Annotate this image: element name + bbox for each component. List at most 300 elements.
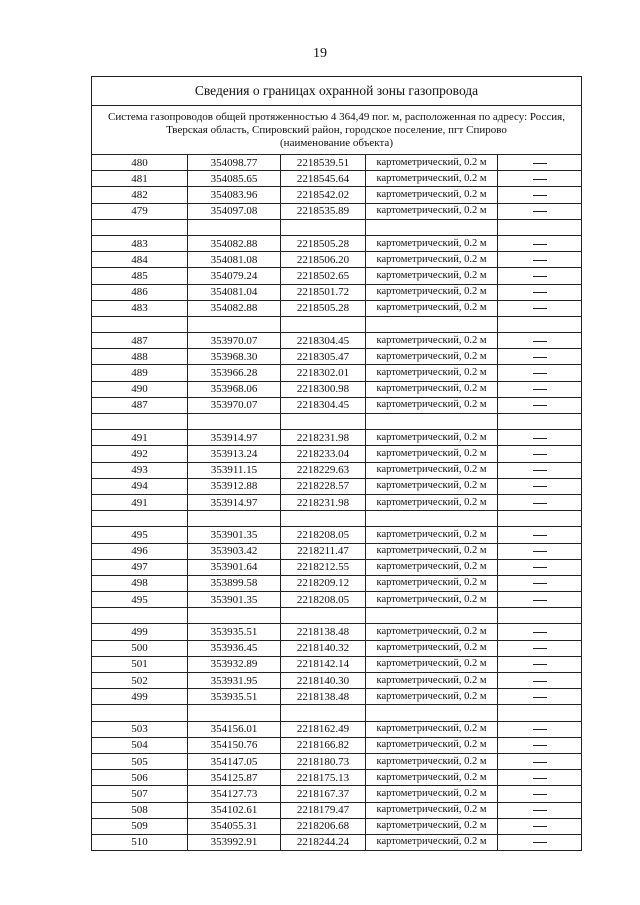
method-cell: картометрический, 0.2 м bbox=[366, 543, 498, 559]
point-number-cell: 510 bbox=[92, 834, 188, 850]
empty-cell bbox=[281, 705, 366, 721]
table-row bbox=[92, 252, 581, 268]
table-row bbox=[92, 235, 581, 251]
method-cell: картометрический, 0.2 м bbox=[366, 235, 498, 251]
deviation-cell bbox=[498, 365, 582, 381]
dash-mark bbox=[533, 292, 547, 293]
coord-x-cell: 353911.15 bbox=[188, 462, 281, 478]
dash-mark bbox=[533, 567, 547, 568]
point-number-cell: 483 bbox=[92, 235, 188, 251]
table-row bbox=[92, 624, 581, 640]
coord-y-cell: 2218208.05 bbox=[281, 527, 366, 543]
coord-x-cell: 353968.30 bbox=[188, 349, 281, 365]
point-number-cell: 491 bbox=[92, 494, 188, 510]
coord-y-cell: 2218162.49 bbox=[281, 721, 366, 737]
coord-y-cell: 2218208.05 bbox=[281, 592, 366, 608]
deviation-cell bbox=[498, 171, 582, 187]
table-row bbox=[92, 543, 581, 559]
table-title: Сведения о границах охранной зоны газопровода bbox=[92, 77, 581, 106]
deviation-cell bbox=[498, 592, 582, 608]
coord-x-cell: 353936.45 bbox=[188, 640, 281, 656]
method-cell: картометрический, 0.2 м bbox=[366, 575, 498, 591]
dash-mark bbox=[533, 454, 547, 455]
deviation-cell bbox=[498, 187, 582, 203]
point-number-cell: 504 bbox=[92, 737, 188, 753]
table-row bbox=[92, 786, 581, 802]
table-row bbox=[92, 721, 581, 737]
empty-cell bbox=[281, 316, 366, 332]
method-cell: картометрический, 0.2 м bbox=[366, 689, 498, 705]
coord-x-cell: 353901.35 bbox=[188, 527, 281, 543]
point-number-cell: 479 bbox=[92, 203, 188, 219]
table-row bbox=[92, 365, 581, 381]
method-cell: картометрический, 0.2 м bbox=[366, 527, 498, 543]
method-cell: картометрический, 0.2 м bbox=[366, 187, 498, 203]
deviation-cell bbox=[498, 478, 582, 494]
point-number-cell: 492 bbox=[92, 446, 188, 462]
coord-x-cell: 353903.42 bbox=[188, 543, 281, 559]
method-cell: картометрический, 0.2 м bbox=[366, 284, 498, 300]
coord-x-cell: 354081.08 bbox=[188, 252, 281, 268]
table-row bbox=[92, 187, 581, 203]
separator-row bbox=[92, 316, 581, 332]
coord-x-cell: 354079.24 bbox=[188, 268, 281, 284]
point-number-cell: 490 bbox=[92, 381, 188, 397]
dash-mark bbox=[533, 405, 547, 406]
deviation-cell bbox=[498, 640, 582, 656]
empty-cell bbox=[498, 414, 582, 430]
method-cell: картометрический, 0.2 м bbox=[366, 430, 498, 446]
dash-mark bbox=[533, 373, 547, 374]
deviation-cell bbox=[498, 462, 582, 478]
dash-mark bbox=[533, 664, 547, 665]
method-cell: картометрический, 0.2 м bbox=[366, 203, 498, 219]
method-cell: картометрический, 0.2 м bbox=[366, 656, 498, 672]
dash-mark bbox=[533, 778, 547, 779]
empty-cell bbox=[188, 316, 281, 332]
deviation-cell bbox=[498, 559, 582, 575]
coord-y-cell: 2218502.65 bbox=[281, 268, 366, 284]
dash-mark bbox=[533, 276, 547, 277]
system-line-2: Тверская область, Спировский район, городское поселение, пгт Спирово bbox=[166, 124, 507, 136]
deviation-cell bbox=[498, 834, 582, 850]
empty-cell bbox=[366, 414, 498, 430]
coord-x-cell: 353931.95 bbox=[188, 673, 281, 689]
table-row bbox=[92, 673, 581, 689]
deviation-cell bbox=[498, 203, 582, 219]
empty-cell bbox=[92, 414, 188, 430]
method-cell: картометрический, 0.2 м bbox=[366, 478, 498, 494]
point-number-cell: 495 bbox=[92, 592, 188, 608]
method-cell: картометрический, 0.2 м bbox=[366, 494, 498, 510]
point-number-cell: 500 bbox=[92, 640, 188, 656]
coord-x-cell: 354082.88 bbox=[188, 235, 281, 251]
coord-y-cell: 2218505.28 bbox=[281, 235, 366, 251]
coord-y-cell: 2218166.82 bbox=[281, 737, 366, 753]
dash-mark bbox=[533, 826, 547, 827]
table-row bbox=[92, 333, 581, 349]
method-cell: картометрический, 0.2 м bbox=[366, 624, 498, 640]
method-cell: картометрический, 0.2 м bbox=[366, 155, 498, 171]
coord-x-cell: 354156.01 bbox=[188, 721, 281, 737]
coord-y-cell: 2218304.45 bbox=[281, 397, 366, 413]
point-number-cell: 502 bbox=[92, 673, 188, 689]
dash-mark bbox=[533, 486, 547, 487]
dash-mark bbox=[533, 762, 547, 763]
point-number-cell: 496 bbox=[92, 543, 188, 559]
empty-cell bbox=[188, 511, 281, 527]
method-cell: картометрический, 0.2 м bbox=[366, 446, 498, 462]
dash-mark bbox=[533, 195, 547, 196]
point-number-cell: 491 bbox=[92, 430, 188, 446]
point-number-cell: 480 bbox=[92, 155, 188, 171]
deviation-cell bbox=[498, 737, 582, 753]
coord-y-cell: 2218506.20 bbox=[281, 252, 366, 268]
dash-mark bbox=[533, 389, 547, 390]
coord-x-cell: 353912.88 bbox=[188, 478, 281, 494]
deviation-cell bbox=[498, 656, 582, 672]
point-number-cell: 508 bbox=[92, 802, 188, 818]
empty-cell bbox=[498, 511, 582, 527]
point-number-cell: 487 bbox=[92, 397, 188, 413]
coord-y-cell: 2218167.37 bbox=[281, 786, 366, 802]
coord-y-cell: 2218142.14 bbox=[281, 656, 366, 672]
coord-x-cell: 354127.73 bbox=[188, 786, 281, 802]
method-cell: картометрический, 0.2 м bbox=[366, 737, 498, 753]
table-row bbox=[92, 818, 581, 834]
deviation-cell bbox=[498, 753, 582, 769]
coord-y-cell: 2218175.13 bbox=[281, 770, 366, 786]
table-row bbox=[92, 834, 581, 850]
deviation-cell bbox=[498, 802, 582, 818]
table-row bbox=[92, 478, 581, 494]
method-cell: картометрический, 0.2 м bbox=[366, 818, 498, 834]
table-row bbox=[92, 203, 581, 219]
empty-cell bbox=[366, 705, 498, 721]
table-row bbox=[92, 430, 581, 446]
page-number: 19 bbox=[313, 46, 327, 61]
empty-cell bbox=[281, 219, 366, 235]
coord-y-cell: 2218209.12 bbox=[281, 575, 366, 591]
deviation-cell bbox=[498, 721, 582, 737]
table-row bbox=[92, 381, 581, 397]
system-line-1: Система газопроводов общей протяженностью 4 364,49 пог. м, расположенная по адресу: Россия, bbox=[108, 111, 565, 123]
coord-y-cell: 2218206.68 bbox=[281, 818, 366, 834]
dash-mark bbox=[533, 260, 547, 261]
coord-x-cell: 354055.31 bbox=[188, 818, 281, 834]
coord-y-cell: 2218244.24 bbox=[281, 834, 366, 850]
empty-cell bbox=[498, 316, 582, 332]
method-cell: картометрический, 0.2 м bbox=[366, 770, 498, 786]
method-cell: картометрический, 0.2 м bbox=[366, 786, 498, 802]
dash-mark bbox=[533, 438, 547, 439]
method-cell: картометрический, 0.2 м bbox=[366, 673, 498, 689]
point-number-cell: 493 bbox=[92, 462, 188, 478]
empty-cell bbox=[92, 608, 188, 624]
point-number-cell: 494 bbox=[92, 478, 188, 494]
coord-x-cell: 353914.97 bbox=[188, 430, 281, 446]
separator-row bbox=[92, 414, 581, 430]
table-row bbox=[92, 640, 581, 656]
table-row bbox=[92, 349, 581, 365]
dash-mark bbox=[533, 244, 547, 245]
table-row bbox=[92, 268, 581, 284]
dash-mark bbox=[533, 600, 547, 601]
deviation-cell bbox=[498, 673, 582, 689]
dash-mark bbox=[533, 794, 547, 795]
table-row bbox=[92, 527, 581, 543]
point-number-cell: 495 bbox=[92, 527, 188, 543]
coordinates-table bbox=[92, 155, 581, 850]
dash-mark bbox=[533, 583, 547, 584]
empty-cell bbox=[366, 608, 498, 624]
method-cell: картометрический, 0.2 м bbox=[366, 333, 498, 349]
table-row bbox=[92, 656, 581, 672]
deviation-cell bbox=[498, 430, 582, 446]
coord-x-cell: 353992.91 bbox=[188, 834, 281, 850]
method-cell: картометрический, 0.2 м bbox=[366, 397, 498, 413]
table-row bbox=[92, 753, 581, 769]
coord-y-cell: 2218300.98 bbox=[281, 381, 366, 397]
dash-mark bbox=[533, 632, 547, 633]
coord-x-cell: 353901.35 bbox=[188, 592, 281, 608]
table-row bbox=[92, 559, 581, 575]
empty-cell bbox=[188, 219, 281, 235]
deviation-cell bbox=[498, 446, 582, 462]
coord-y-cell: 2218140.32 bbox=[281, 640, 366, 656]
empty-cell bbox=[366, 511, 498, 527]
dash-mark bbox=[533, 810, 547, 811]
deviation-cell bbox=[498, 543, 582, 559]
separator-row bbox=[92, 608, 581, 624]
table-row bbox=[92, 155, 581, 171]
table-row bbox=[92, 689, 581, 705]
point-number-cell: 505 bbox=[92, 753, 188, 769]
coord-y-cell: 2218180.73 bbox=[281, 753, 366, 769]
dash-mark bbox=[533, 648, 547, 649]
point-number-cell: 489 bbox=[92, 365, 188, 381]
dash-mark bbox=[533, 357, 547, 358]
coord-x-cell: 354125.87 bbox=[188, 770, 281, 786]
dash-mark bbox=[533, 308, 547, 309]
dash-mark bbox=[533, 503, 547, 504]
point-number-cell: 501 bbox=[92, 656, 188, 672]
coord-y-cell: 2218138.48 bbox=[281, 689, 366, 705]
coord-y-cell: 2218505.28 bbox=[281, 300, 366, 316]
table-row bbox=[92, 462, 581, 478]
coord-y-cell: 2218535.89 bbox=[281, 203, 366, 219]
point-number-cell: 503 bbox=[92, 721, 188, 737]
coord-x-cell: 354083.96 bbox=[188, 187, 281, 203]
dash-mark bbox=[533, 470, 547, 471]
coord-x-cell: 353901.64 bbox=[188, 559, 281, 575]
table-row bbox=[92, 802, 581, 818]
method-cell: картометрический, 0.2 м bbox=[366, 802, 498, 818]
deviation-cell bbox=[498, 333, 582, 349]
deviation-cell bbox=[498, 397, 582, 413]
point-number-cell: 499 bbox=[92, 689, 188, 705]
deviation-cell bbox=[498, 284, 582, 300]
separator-row bbox=[92, 219, 581, 235]
deviation-cell bbox=[498, 689, 582, 705]
deviation-cell bbox=[498, 527, 582, 543]
method-cell: картометрический, 0.2 м bbox=[366, 753, 498, 769]
coord-y-cell: 2218140.30 bbox=[281, 673, 366, 689]
point-number-cell: 509 bbox=[92, 818, 188, 834]
deviation-cell bbox=[498, 349, 582, 365]
coord-y-cell: 2218304.45 bbox=[281, 333, 366, 349]
empty-cell bbox=[281, 511, 366, 527]
method-cell: картометрический, 0.2 м bbox=[366, 721, 498, 737]
point-number-cell: 497 bbox=[92, 559, 188, 575]
point-number-cell: 498 bbox=[92, 575, 188, 591]
dash-mark bbox=[533, 535, 547, 536]
coord-x-cell: 354150.76 bbox=[188, 737, 281, 753]
coord-y-cell: 2218231.98 bbox=[281, 430, 366, 446]
coord-y-cell: 2218212.55 bbox=[281, 559, 366, 575]
dash-mark bbox=[533, 179, 547, 180]
empty-cell bbox=[188, 608, 281, 624]
coord-y-cell: 2218138.48 bbox=[281, 624, 366, 640]
coord-y-cell: 2218305.47 bbox=[281, 349, 366, 365]
coord-x-cell: 354102.61 bbox=[188, 802, 281, 818]
coord-x-cell: 354098.77 bbox=[188, 155, 281, 171]
empty-cell bbox=[366, 219, 498, 235]
table-row bbox=[92, 171, 581, 187]
point-number-cell: 485 bbox=[92, 268, 188, 284]
coord-y-cell: 2218179.47 bbox=[281, 802, 366, 818]
deviation-cell bbox=[498, 300, 582, 316]
deviation-cell bbox=[498, 268, 582, 284]
dash-mark bbox=[533, 551, 547, 552]
method-cell: картометрический, 0.2 м bbox=[366, 559, 498, 575]
empty-cell bbox=[498, 219, 582, 235]
empty-cell bbox=[188, 414, 281, 430]
coord-x-cell: 354085.65 bbox=[188, 171, 281, 187]
deviation-cell bbox=[498, 575, 582, 591]
separator-row bbox=[92, 705, 581, 721]
coord-x-cell: 353970.07 bbox=[188, 397, 281, 413]
coord-y-cell: 2218211.47 bbox=[281, 543, 366, 559]
coord-x-cell: 353899.58 bbox=[188, 575, 281, 591]
method-cell: картометрический, 0.2 м bbox=[366, 462, 498, 478]
dash-mark bbox=[533, 697, 547, 698]
empty-cell bbox=[281, 608, 366, 624]
method-cell: картометрический, 0.2 м bbox=[366, 381, 498, 397]
method-cell: картометрический, 0.2 м bbox=[366, 171, 498, 187]
dash-mark bbox=[533, 745, 547, 746]
coord-y-cell: 2218228.57 bbox=[281, 478, 366, 494]
empty-cell bbox=[92, 705, 188, 721]
coord-x-cell: 353935.51 bbox=[188, 689, 281, 705]
system-description bbox=[92, 106, 581, 155]
coord-y-cell: 2218229.63 bbox=[281, 462, 366, 478]
empty-cell bbox=[281, 414, 366, 430]
deviation-cell bbox=[498, 252, 582, 268]
coord-x-cell: 353935.51 bbox=[188, 624, 281, 640]
method-cell: картометрический, 0.2 м bbox=[366, 349, 498, 365]
empty-cell bbox=[92, 316, 188, 332]
deviation-cell bbox=[498, 494, 582, 510]
empty-cell bbox=[366, 316, 498, 332]
point-number-cell: 486 bbox=[92, 284, 188, 300]
coord-y-cell: 2218501.72 bbox=[281, 284, 366, 300]
coord-x-cell: 354082.88 bbox=[188, 300, 281, 316]
table-row bbox=[92, 397, 581, 413]
point-number-cell: 483 bbox=[92, 300, 188, 316]
table-row bbox=[92, 300, 581, 316]
point-number-cell: 481 bbox=[92, 171, 188, 187]
deviation-cell bbox=[498, 786, 582, 802]
separator-row bbox=[92, 511, 581, 527]
coord-y-cell: 2218233.04 bbox=[281, 446, 366, 462]
method-cell: картометрический, 0.2 м bbox=[366, 268, 498, 284]
empty-cell bbox=[498, 608, 582, 624]
point-number-cell: 499 bbox=[92, 624, 188, 640]
coord-y-cell: 2218539.51 bbox=[281, 155, 366, 171]
table-row bbox=[92, 494, 581, 510]
empty-cell bbox=[92, 511, 188, 527]
coord-y-cell: 2218545.64 bbox=[281, 171, 366, 187]
table-row bbox=[92, 770, 581, 786]
point-number-cell: 507 bbox=[92, 786, 188, 802]
empty-cell bbox=[92, 219, 188, 235]
empty-cell bbox=[188, 705, 281, 721]
coord-x-cell: 353970.07 bbox=[188, 333, 281, 349]
point-number-cell: 482 bbox=[92, 187, 188, 203]
deviation-cell bbox=[498, 155, 582, 171]
point-number-cell: 484 bbox=[92, 252, 188, 268]
deviation-cell bbox=[498, 381, 582, 397]
point-number-cell: 488 bbox=[92, 349, 188, 365]
table-row bbox=[92, 592, 581, 608]
point-number-cell: 487 bbox=[92, 333, 188, 349]
deviation-cell bbox=[498, 235, 582, 251]
coord-x-cell: 354097.08 bbox=[188, 203, 281, 219]
method-cell: картометрический, 0.2 м bbox=[366, 640, 498, 656]
system-line-3: (наименование объекта) bbox=[280, 137, 393, 149]
coord-y-cell: 2218302.01 bbox=[281, 365, 366, 381]
point-number-cell: 506 bbox=[92, 770, 188, 786]
method-cell: картометрический, 0.2 м bbox=[366, 834, 498, 850]
table-row bbox=[92, 737, 581, 753]
dash-mark bbox=[533, 163, 547, 164]
deviation-cell bbox=[498, 770, 582, 786]
coord-y-cell: 2218542.02 bbox=[281, 187, 366, 203]
coord-x-cell: 353932.89 bbox=[188, 656, 281, 672]
table-row bbox=[92, 575, 581, 591]
method-cell: картометрический, 0.2 м bbox=[366, 592, 498, 608]
dash-mark bbox=[533, 341, 547, 342]
coord-x-cell: 353913.24 bbox=[188, 446, 281, 462]
coord-x-cell: 353968.06 bbox=[188, 381, 281, 397]
method-cell: картометрический, 0.2 м bbox=[366, 300, 498, 316]
coord-x-cell: 354147.05 bbox=[188, 753, 281, 769]
dash-mark bbox=[533, 729, 547, 730]
deviation-cell bbox=[498, 624, 582, 640]
table-row bbox=[92, 446, 581, 462]
method-cell: картометрический, 0.2 м bbox=[366, 252, 498, 268]
dash-mark bbox=[533, 842, 547, 843]
method-cell: картометрический, 0.2 м bbox=[366, 365, 498, 381]
coord-x-cell: 354081.04 bbox=[188, 284, 281, 300]
dash-mark bbox=[533, 211, 547, 212]
dash-mark bbox=[533, 681, 547, 682]
boundary-table bbox=[91, 76, 582, 851]
coord-x-cell: 353966.28 bbox=[188, 365, 281, 381]
table-row bbox=[92, 284, 581, 300]
deviation-cell bbox=[498, 818, 582, 834]
